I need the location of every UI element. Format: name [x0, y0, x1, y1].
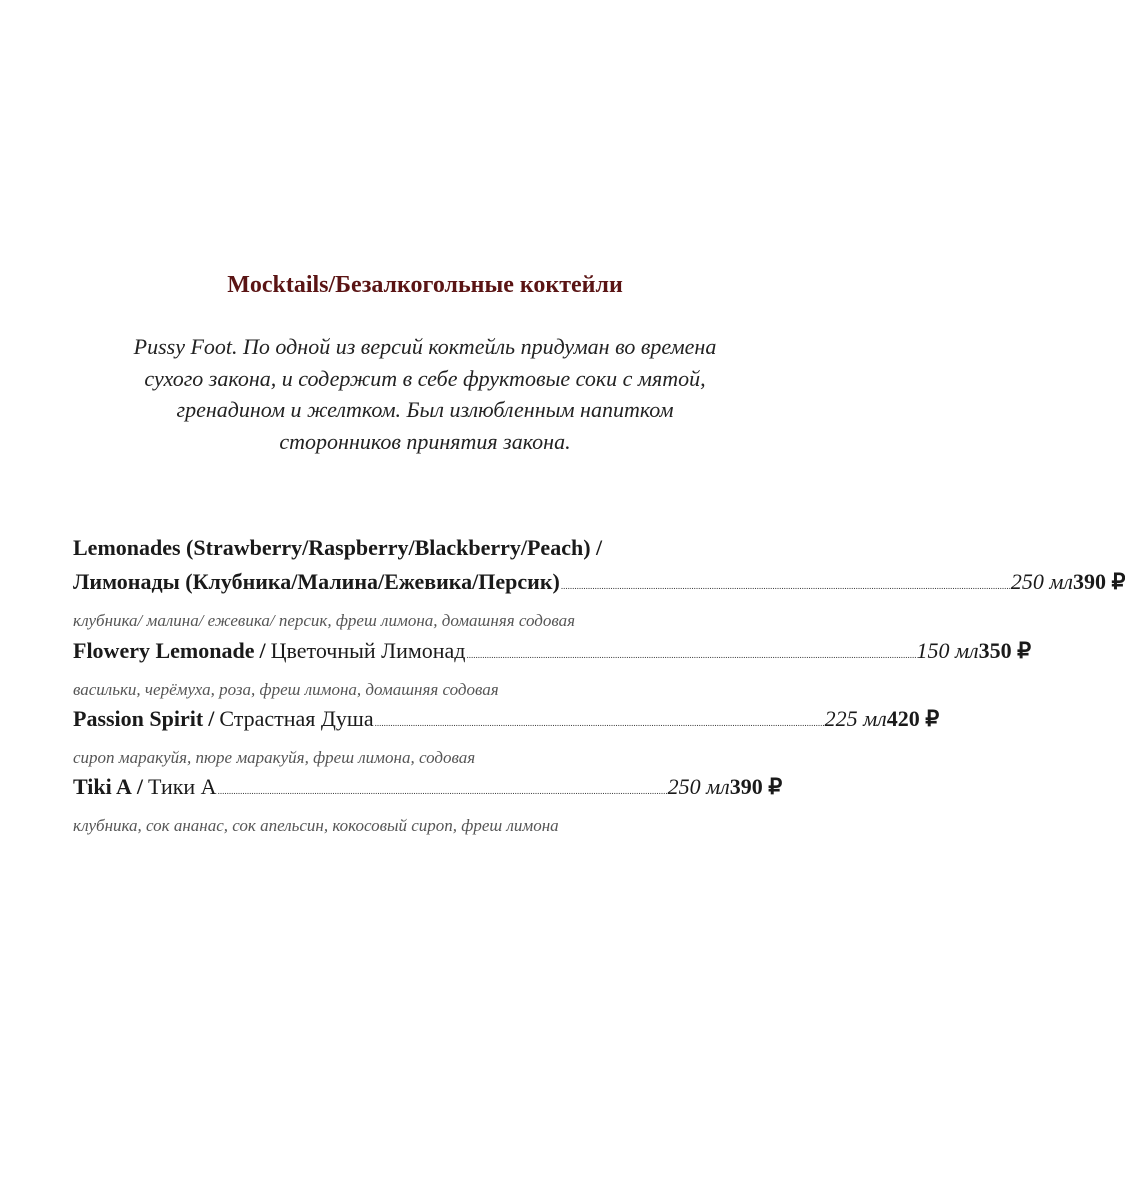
- item-name-ru: Тики А: [148, 774, 217, 799]
- menu-item-row: [73, 706, 940, 738]
- item-price: 390 ₽: [729, 774, 783, 799]
- item-price: 350 ₽: [978, 638, 1032, 663]
- item-name-ru: Цветочный Лимонад: [270, 638, 466, 663]
- item-description: клубника, сок ананас, сок апельсин, кокосовый сироп, фреш лимона: [73, 816, 559, 835]
- item-volume: 150 мл: [916, 638, 979, 663]
- leader-dots: ........................................................................................................................................................................................................: [560, 581, 1011, 591]
- intro-line: сухого закона, и содержит в себе фруктовые соки с мятой,: [144, 365, 706, 391]
- section-title: Mocktails/Безалкогольные коктейли: [227, 272, 623, 298]
- item-description: клубника/ малина/ ежевика/ персик, фреш лимона, домашняя содовая: [73, 611, 576, 630]
- item-name: Flowery Lemonade: [73, 638, 255, 663]
- item-name: Lemonades (Strawberry/Raspberry/Blackberry/Peach) /: [73, 535, 603, 560]
- item-name: Tiki A: [73, 774, 132, 799]
- intro-line: Pussy Foot. По одной из версий коктейль придуман во времена: [133, 334, 717, 359]
- item-volume: 250 мл: [1010, 569, 1073, 594]
- menu-item-row: [73, 774, 783, 806]
- item-price: 390 ₽: [1072, 569, 1125, 594]
- intro-line: гренадином и желтком. Был излюбленным напитком: [176, 397, 674, 422]
- intro-line: сторонников принятия закона.: [279, 428, 571, 454]
- item-description: сироп маракуйя, пюре маракуйя, фреш лимона, содовая: [73, 748, 476, 767]
- item-volume: 250 мл: [667, 774, 730, 799]
- menu-item-title-line: [73, 535, 780, 567]
- intro-paragraph: [100, 331, 750, 457]
- item-volume: 225 мл: [824, 706, 887, 731]
- item-description: васильки, черёмуха, роза, фреш лимона, домашняя содовая: [73, 680, 499, 699]
- menu-item-row: [73, 569, 1125, 601]
- item-name-ru: Лимонады (Клубника/Малина/Ежевика/Персик): [73, 569, 560, 594]
- item-name: Passion Spirit: [73, 706, 204, 731]
- item-separator: /: [208, 706, 215, 731]
- item-price: 420 ₽: [886, 706, 940, 731]
- leader-dots: ........................................................................................................................................................................................................: [217, 786, 668, 796]
- item-name-ru: Страстная Душа: [219, 706, 374, 731]
- leader-dots: ........................................................................................................................................................................................................: [374, 718, 825, 728]
- item-separator: /: [259, 638, 266, 663]
- item-separator: /: [136, 774, 144, 799]
- menu-item-row: [73, 638, 1032, 670]
- leader-dots: ........................................................................................................................................................................................................: [466, 650, 917, 660]
